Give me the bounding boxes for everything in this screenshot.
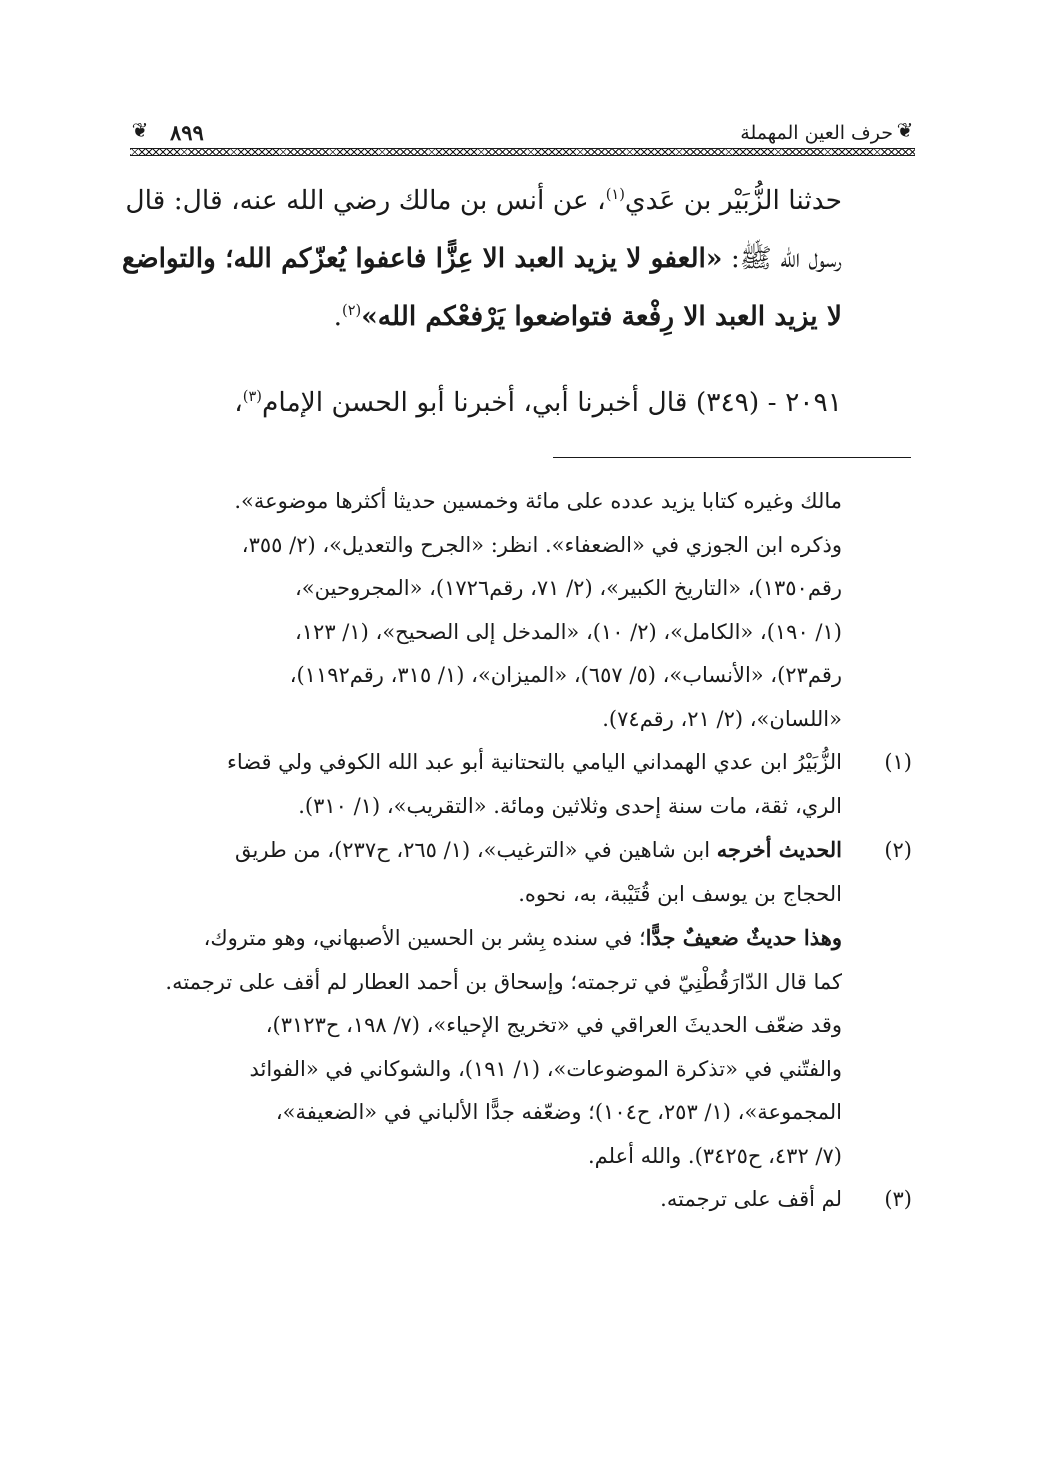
footnote-1: [130, 741, 912, 785]
page-header: [130, 118, 915, 158]
footnote-2-verdict-rest: ؛ في سنده بِشر بن الحسين الأصبهاني، وهو متروك،: [203, 926, 646, 950]
footnote-3: [130, 1178, 912, 1222]
narrator-chain-start: حدثنا الزُّبَيْر بن عَدي: [624, 185, 842, 216]
footnote-2-line: (٧/ ٤٣٢، ح٣٤٢٥). والله أعلم.: [587, 1143, 842, 1168]
footnote-2-line: وقد ضعّف الحديثَ العراقي في «تخريج الإحياء»، (٧/ ١٩٨، ح٣١٢٣)،: [265, 1013, 842, 1037]
narration-text: ٢٠٩١ - (٣٤٩) قال أخبرنا أبي، أخبرنا أبو الحسن الإمام: [261, 387, 842, 418]
footnote-1-line: الري، ثقة، مات سنة إحدى وثلاثين ومائة. «التقريب»، (١/ ٣١٠).: [298, 793, 842, 818]
footnote-continuation-line: مالك وغيره كتابا يزيد عدده على مائة وخمسين حديثا أكثرها موضوعة».: [234, 489, 842, 513]
footnote-2-verdict-line: [130, 916, 912, 961]
footnote-2-lead: الحديث أخرجه: [716, 837, 842, 862]
chapter-title: حرف العين المهملة: [740, 122, 893, 144]
footnote-2-line: المجموعة»، (١/ ٢٥٣، ح١٠٤)؛ وضعّفه جدًّا الألباني في «الضعيفة»،: [275, 1100, 842, 1124]
footnote-1-line: الزُّبَيْرُ ابن عدي الهمداني اليامي بالتحتانية أبو عبد الله الكوفي ولي قضاء: [226, 750, 842, 774]
narrator-chain-rest: ، عن أنس بن مالك رضي الله عنه، قال: قال: [125, 185, 606, 216]
footnote-ref-1[interactable]: (١): [605, 186, 625, 204]
footnote-2-line: الحجاج بن يوسف ابن قُتَيْبة، به، نحوه.: [518, 881, 842, 906]
footnote-3-number: (٣): [884, 1187, 912, 1211]
footnote-ref-2[interactable]: (٢): [342, 302, 362, 320]
header-ornament-right-icon: ❦: [896, 118, 914, 142]
main-line-3: [130, 288, 842, 346]
footnotes-section: [130, 480, 912, 1222]
footnote-1-number: (١): [884, 750, 912, 774]
footnote-2-verdict: وهذا حديثٌ ضعيفٌ جدًّا: [645, 925, 842, 950]
footnote-continuation-line: رقم٢٣)، «الأنساب»، (٥/ ٦٥٧)، «الميزان»، (١/ ٣١٥، رقم١١٩٢)،: [289, 663, 842, 687]
footnote-continuation-line: (١/ ١٩٠)، «الكامل»، (٢/ ١٠)، «المدخل إلى الصحيح»، (١/ ١٢٣،: [295, 619, 842, 644]
hadith-paragraph: [121, 172, 842, 346]
hadith-text-part-2: لا يزيد العبد الا رِفْعة فتواضعوا يَرْفعْكم الله»: [361, 301, 842, 332]
footnote-2-line: كما قال الدّارَقُطْنِيّ في ترجمته؛ وإسحاق بن أحمد العطار لم أقف على ترجمته.: [165, 969, 842, 994]
footnote-2-line: ابن شاهين في «الترغيب»، (١/ ٢٦٥، ح٢٣٧)، من طريق: [235, 838, 717, 862]
footnote-2: [130, 828, 912, 873]
main-line-2: [121, 230, 842, 288]
main-line-1: [125, 172, 842, 230]
footnote-2-number: (٢): [884, 838, 912, 862]
hadith-end-punct: .: [333, 301, 342, 332]
footnote-3-text: لم أقف على ترجمته.: [660, 1187, 842, 1211]
prophet-attribution: رسول الله ﷺ:: [722, 243, 842, 274]
header-decorative-rule: [130, 148, 915, 156]
page-number: ٨٩٩: [170, 120, 204, 145]
hadith-text-part-1: «العفو لا يزيد العبد الا عِزًّا فاعفوا يُعزّكم الله؛ والتواضع: [121, 243, 723, 274]
main-text: [121, 172, 842, 346]
footnote-2-line: والفتّني في «تذكرة الموضوعات»، (١/ ١٩١)، والشوكاني في «الفوائد: [249, 1056, 842, 1081]
header-ornament-left-icon: ❦: [131, 118, 149, 142]
narration-end-punct: ،: [234, 387, 243, 418]
footnote-divider: [553, 457, 911, 458]
footnote-continuation-line: رقم١٣٥٠)، «التاريخ الكبير»، (٢/ ٧١، رقم١٧٢٦)، «المجروحين»،: [295, 576, 842, 600]
narration-line: [150, 378, 842, 428]
footnote-ref-3[interactable]: (٣): [242, 388, 262, 406]
footnote-continuation-line: «اللسان»، (٢/ ٢١، رقم٧٤).: [602, 706, 842, 731]
footnote-continuation-line: وذكره ابن الجوزي في «الضعفاء». انظر: «الجرح والتعديل»، (٢/ ٣٥٥،: [241, 532, 842, 557]
